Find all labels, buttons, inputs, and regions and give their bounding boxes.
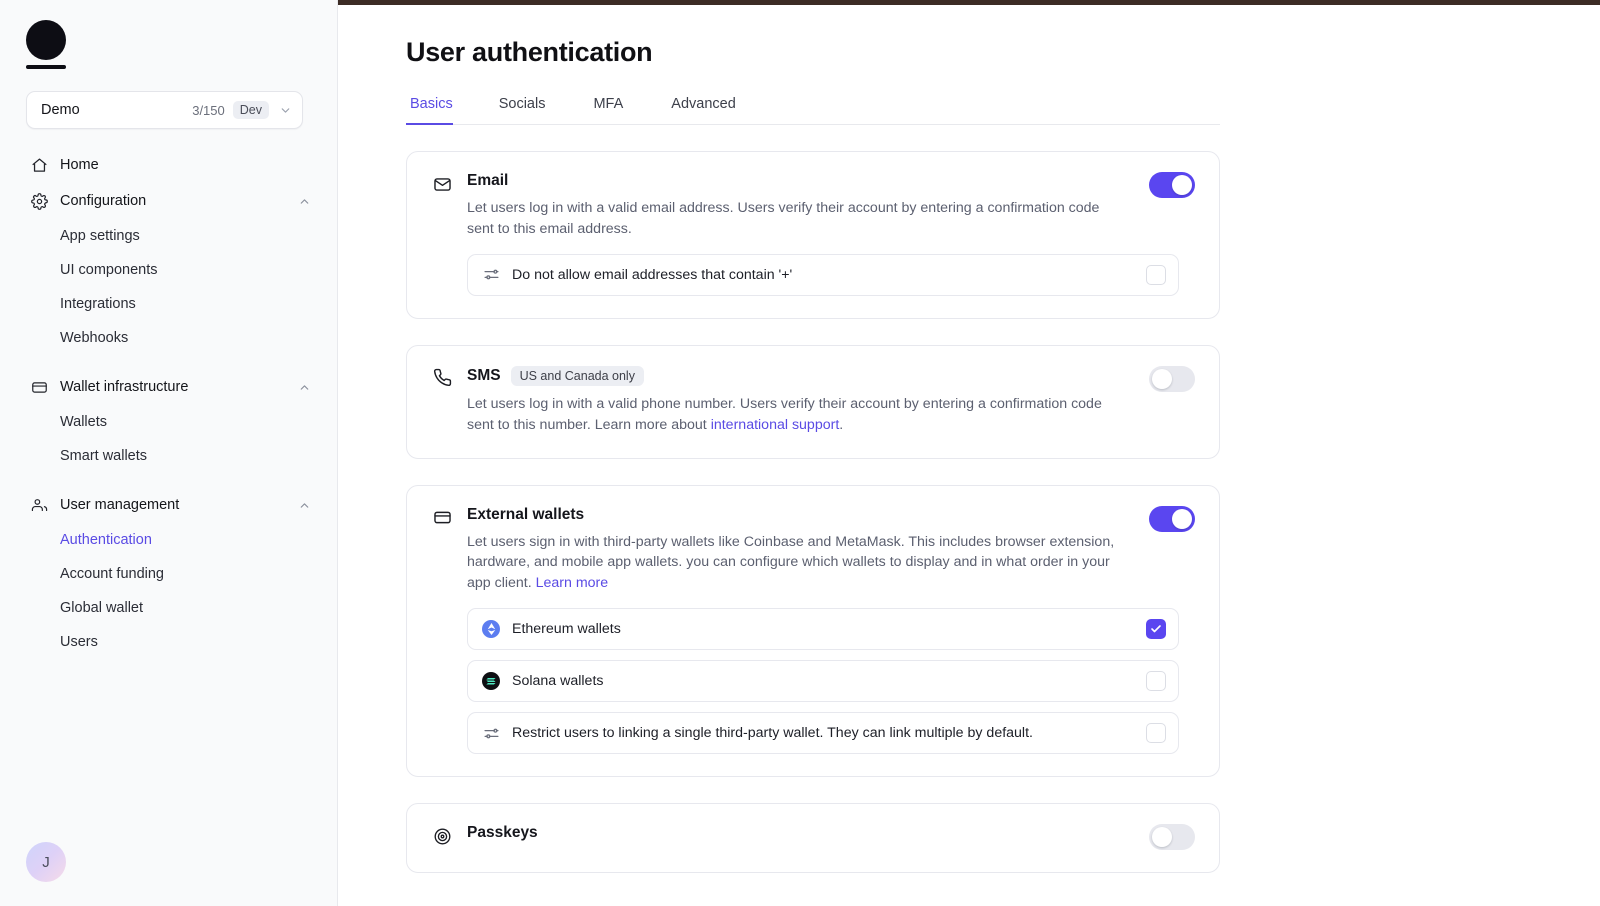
sidebar-item-wallets[interactable] [0, 405, 337, 439]
card-text [453, 366, 1149, 436]
wallet-card-icon [431, 507, 453, 529]
desc-part: Let users sign in with third-party wallets like Coinbase and MetaMask. This includes browser extension, hardware, and mobile app wallets. you can configure which wallets to display and in what order in your app client. [467, 533, 1115, 592]
desc-part: . [839, 416, 844, 433]
toggle-knob [1152, 369, 1172, 389]
sidebar-item-label: User management [60, 497, 180, 513]
tab-label: Basics [410, 96, 453, 112]
solana-icon [482, 672, 500, 690]
passkeys-toggle[interactable] [1149, 824, 1195, 850]
desc-part: Let users log in with a valid phone number. Users verify their account by entering a confirmation code sent to this number. Learn more about [467, 395, 1102, 433]
subrow-label: Solana wallets [512, 673, 604, 690]
card-header [431, 366, 1195, 436]
sidebar-group-wallet-infrastructure[interactable] [0, 369, 337, 405]
sidebar-item-integrations[interactable] [0, 287, 337, 321]
card-header [431, 172, 1195, 240]
card-sms [406, 345, 1220, 459]
sidebar-item-label: Integrations [60, 296, 136, 312]
sidebar-item-users[interactable] [0, 625, 337, 659]
app-switcher-name: Demo [41, 102, 80, 118]
international-support-link[interactable]: international support [710, 416, 840, 433]
sidebar-item-label: Webhooks [60, 330, 129, 346]
tab-mfa[interactable] [569, 96, 647, 124]
chevron-down-icon [279, 104, 292, 117]
solana-wallets-row[interactable] [467, 660, 1179, 702]
card-text [453, 824, 1149, 842]
wallet-icon [30, 378, 48, 396]
sidebar-item-home[interactable] [0, 147, 337, 183]
external-wallets-toggle[interactable] [1149, 506, 1195, 532]
phone-icon [431, 367, 453, 389]
sidebar-nav [0, 147, 337, 659]
sidebar-item-global-wallet[interactable] [0, 591, 337, 625]
tab-label: Socials [498, 96, 546, 112]
users-icon [30, 496, 48, 514]
toggle-knob [1172, 175, 1192, 195]
sidebar-item-smart-wallets[interactable] [0, 439, 337, 473]
gear-icon [30, 192, 48, 210]
subrow-label: Do not allow email addresses that contain '+' [512, 266, 793, 283]
solana-wallets-checkbox[interactable] [1146, 671, 1166, 691]
chevron-up-icon [298, 499, 311, 512]
card-email [406, 151, 1220, 319]
content-area [338, 5, 1600, 873]
tab-advanced[interactable] [647, 96, 760, 124]
card-header [431, 506, 1195, 595]
card-passkeys [406, 803, 1220, 873]
card-description: Let users log in with a valid email address. Users verify their account by entering a confirmation code sent to this email address. [467, 200, 1100, 237]
app-switcher[interactable] [26, 91, 303, 129]
sidebar-item-label: Configuration [60, 193, 147, 209]
sidebar-item-app-settings[interactable] [0, 219, 337, 253]
ethereum-wallets-row[interactable] [467, 608, 1179, 650]
card-external-wallets [406, 485, 1220, 778]
subrow-label: Ethereum wallets [512, 621, 621, 638]
sidebar-item-label: Global wallet [60, 600, 144, 616]
chevron-up-icon [298, 195, 311, 208]
email-plus-restriction-checkbox[interactable] [1146, 265, 1166, 285]
sidebar-item-label: Users [60, 634, 98, 650]
sidebar-item-label: Wallets [60, 414, 107, 430]
card-title: External wallets [467, 505, 585, 523]
toggle-knob [1172, 509, 1192, 529]
page-title: User authentication [406, 37, 653, 67]
card-header [431, 824, 1195, 850]
restrict-single-wallet-row[interactable] [467, 712, 1179, 754]
tab-label: Advanced [671, 96, 736, 112]
card-title-row [467, 824, 1133, 842]
ethereum-icon [482, 620, 500, 638]
card-text [453, 172, 1149, 240]
card-title: Passkeys [467, 824, 538, 842]
logo-underline-icon [26, 65, 66, 69]
tab-basics[interactable] [406, 96, 475, 124]
toggle-knob [1152, 827, 1172, 847]
status-badge: US and Canada only [511, 366, 644, 386]
sliders-icon [482, 724, 500, 742]
card-description [467, 532, 1127, 595]
card-title-row [467, 506, 1133, 524]
tab-label: MFA [593, 96, 624, 112]
chevron-up-icon [298, 381, 311, 394]
email-plus-restriction-row[interactable] [467, 254, 1179, 296]
app-switcher-quota: 3/150 [192, 102, 225, 118]
avatar[interactable] [26, 842, 66, 882]
nav-spacer [0, 355, 337, 369]
card-text [453, 506, 1149, 595]
logo-circle-icon [26, 20, 66, 60]
email-toggle[interactable] [1149, 172, 1195, 198]
sidebar-item-ui-components[interactable] [0, 253, 337, 287]
fingerprint-icon [431, 825, 453, 847]
sms-toggle[interactable] [1149, 366, 1195, 392]
restrict-single-wallet-checkbox[interactable] [1146, 723, 1166, 743]
card-description [467, 394, 1127, 436]
card-title: SMS [467, 366, 501, 384]
sidebar-item-webhooks[interactable] [0, 321, 337, 355]
ethereum-glyph [482, 620, 500, 638]
home-icon [30, 156, 48, 174]
main-content [338, 0, 1600, 906]
sidebar-item-label: App settings [60, 228, 140, 244]
solana-glyph [482, 672, 500, 690]
card-title-row [467, 172, 1133, 190]
sliders-icon [482, 266, 500, 284]
card-title: Email [467, 172, 509, 189]
tab-socials[interactable] [475, 96, 570, 124]
sidebar [0, 0, 338, 906]
sidebar-item-label: Account funding [60, 566, 164, 582]
sidebar-item-authentication[interactable] [0, 523, 337, 557]
sidebar-item-label: Authentication [60, 532, 152, 548]
nav-spacer [0, 473, 337, 487]
sidebar-item-label: Home [60, 157, 99, 173]
learn-more-link[interactable]: Learn more [535, 575, 609, 592]
sidebar-item-label: UI components [60, 262, 158, 278]
sidebar-item-label: Wallet infrastructure [60, 379, 189, 395]
sidebar-group-configuration[interactable] [0, 183, 337, 219]
app-switcher-env-badge: Dev [233, 101, 269, 119]
sidebar-item-label: Smart wallets [60, 448, 148, 464]
subrow-label: Restrict users to linking a single third-party wallet. They can link multiple by default. [512, 725, 1033, 742]
sidebar-group-user-management[interactable] [0, 487, 337, 523]
sidebar-item-account-funding[interactable] [0, 557, 337, 591]
brand-logo[interactable] [0, 0, 337, 69]
ethereum-wallets-checkbox[interactable] [1146, 619, 1166, 639]
card-title-row [467, 366, 1133, 386]
avatar-initial: J [42, 853, 50, 871]
tab-bar [406, 96, 1220, 125]
envelope-icon [431, 173, 453, 195]
